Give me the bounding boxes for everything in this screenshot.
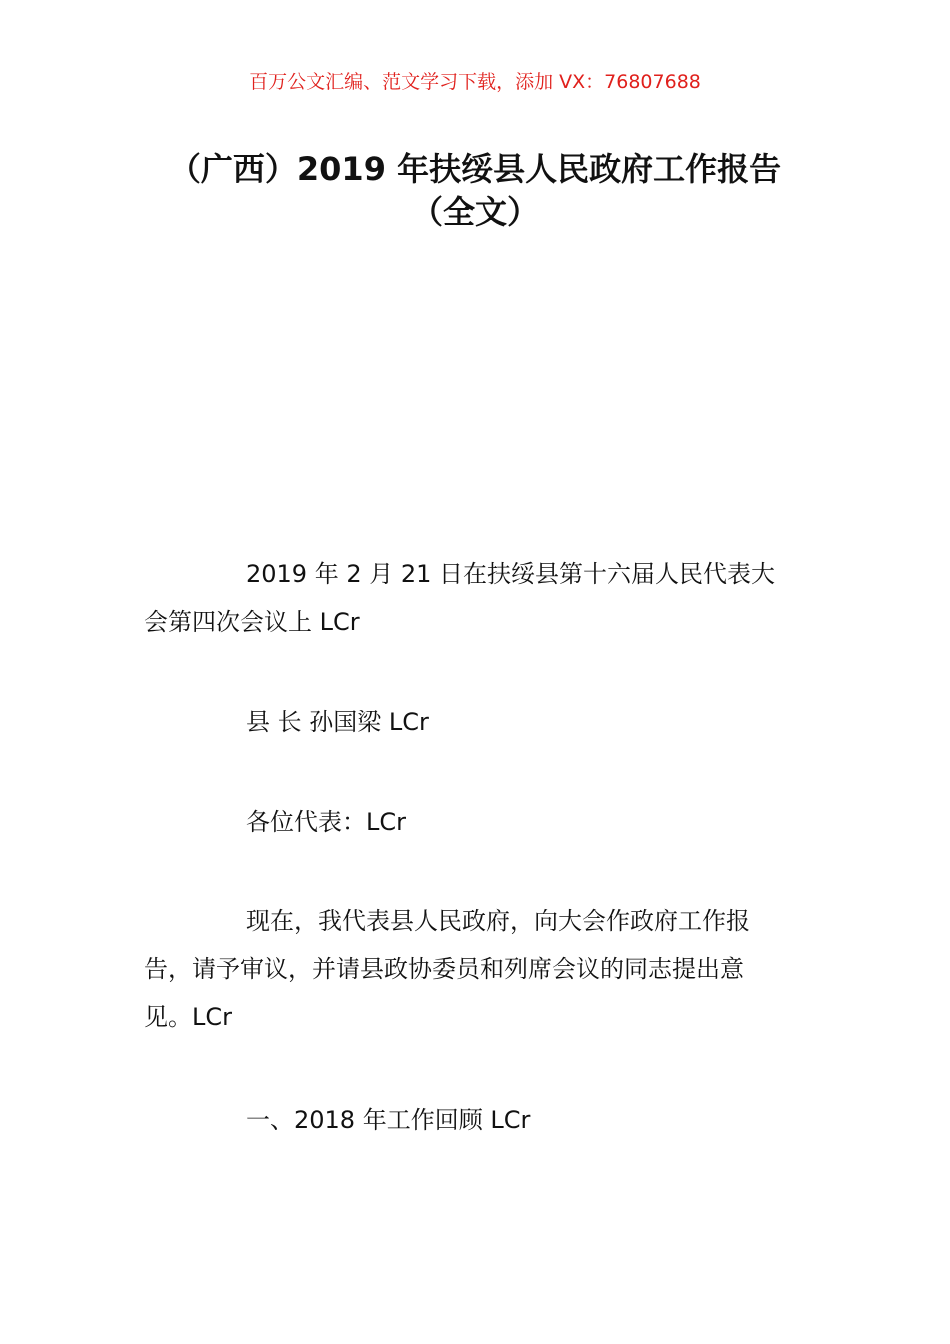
section-heading-paragraph xyxy=(144,1096,814,1144)
speaker-line: 县 长 孙国梁 LCr xyxy=(246,708,429,736)
salutation-line: 各位代表：LCr xyxy=(246,808,406,836)
title-line-2: （全文） xyxy=(410,193,539,231)
meeting-info-line-2: 会第四次会议上 LCr xyxy=(144,608,360,636)
title-line-1: （广西）2019 年扶绥县人民政府工作报告 xyxy=(168,150,782,188)
intro-paragraph xyxy=(144,897,814,1041)
promo-header-note: 百万公文汇编、范文学习下载，添加 VX：76807688 xyxy=(249,71,701,93)
section-1-heading: 一、2018 年工作回顾 LCr xyxy=(246,1106,531,1134)
document-title xyxy=(130,148,820,234)
meeting-info-paragraph xyxy=(144,550,814,646)
meeting-info-line-1: 2019 年 2 月 21 日在扶绥县第十六届人民代表大 xyxy=(246,560,776,588)
intro-line-1: 现在，我代表县人民政府，向大会作政府工作报 xyxy=(246,907,750,935)
intro-line-3: 见。LCr xyxy=(144,1003,232,1031)
salutation-paragraph xyxy=(144,798,814,846)
intro-line-2: 告，请予审议，并请县政协委员和列席会议的同志提出意 xyxy=(144,955,744,983)
speaker-paragraph xyxy=(144,698,814,746)
